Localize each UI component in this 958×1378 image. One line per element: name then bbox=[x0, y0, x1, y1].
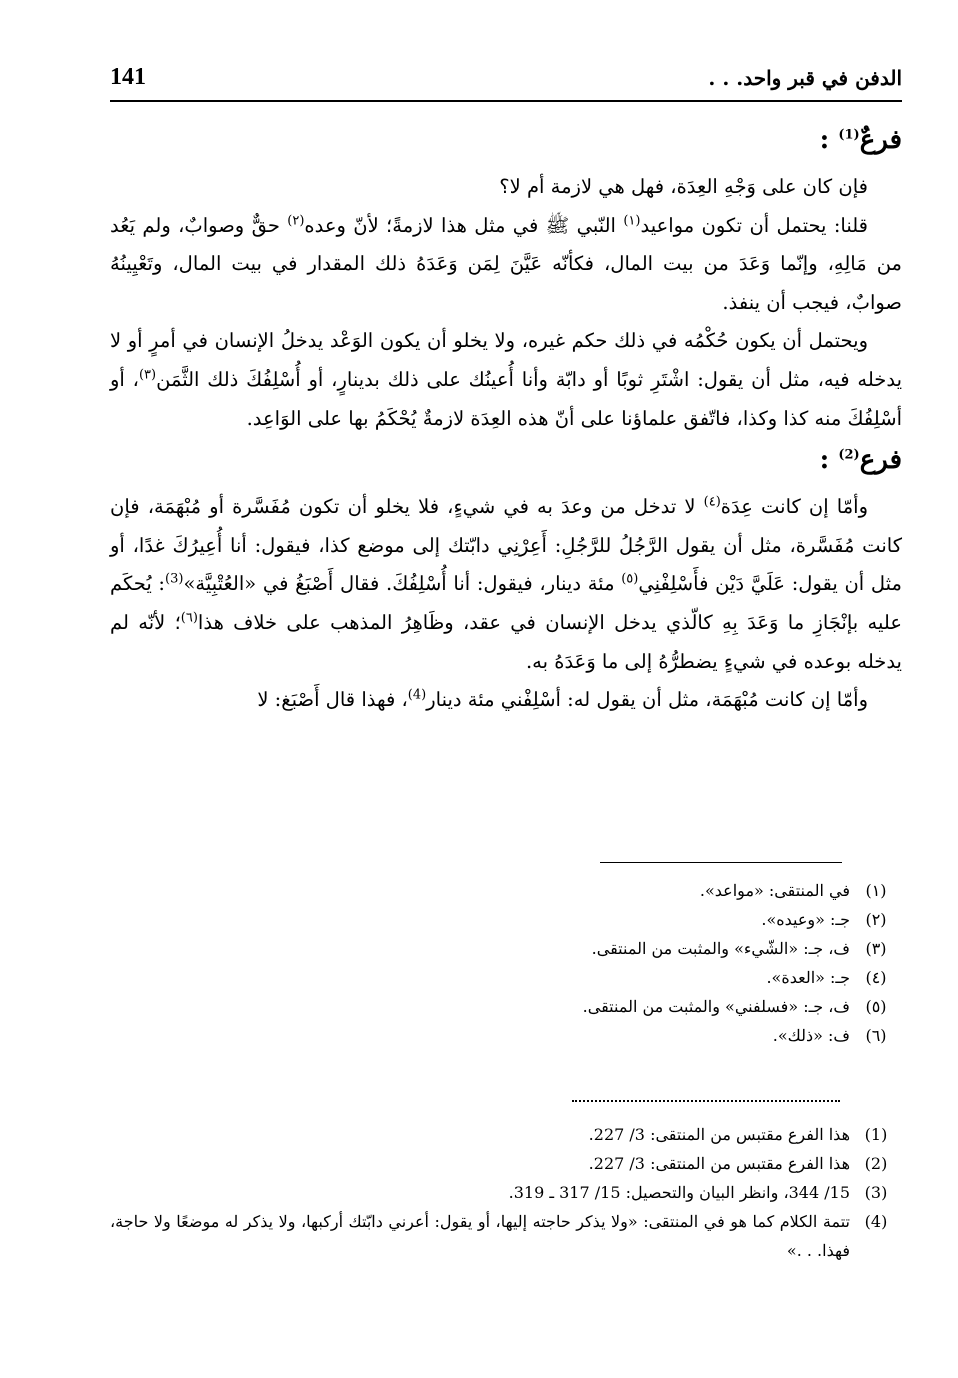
heading-ref: (2) bbox=[838, 447, 860, 463]
footnote-text: هذا الفرع مقتبس من المنتقى: 3/ 227. bbox=[588, 1154, 850, 1173]
footnote bbox=[110, 963, 902, 992]
footnote-number: (٤) bbox=[865, 968, 887, 987]
footnote bbox=[110, 1207, 902, 1265]
footnote bbox=[110, 876, 902, 905]
footnote-ref: (٣) bbox=[138, 367, 157, 383]
heading-text: فرعٌ bbox=[859, 125, 902, 155]
footnote-dotted-separator bbox=[572, 1100, 840, 1102]
section-heading-2 bbox=[110, 438, 902, 488]
paragraph bbox=[110, 488, 902, 681]
footnote-text: ف: «ذلك». bbox=[772, 1026, 850, 1045]
text-run: لا تدخل من وعدَ به في شيءٍ، فلا يخلو أن تكون مُفَسَّرة أو مُبْهَمَة، فإن كانت مُفَسَّرة، مثل أن يقول الرَّجُلُ للرَّجُلِ: أَعِرْنِي دابّتك إلى موضع كذا، فيقول: أنا أُعِيرُكَ غدًا، أو مثل أن يقول: عَلَيَّ دَيْن فأَسْلِفْنِي bbox=[110, 495, 903, 596]
heading-colon: : bbox=[819, 125, 830, 155]
text-run: ويحتمل أن يكون حُكْمُه في ذلك حكم غيره، ولا يخلو أن يكون الوَعْد يدخلُ الإنسان في أمرٍ أو لا يدخله فيه، مثل أن يقول: اشْتَرِ ثوبًا أو دابّة وأنا أُعينُك على ذلك بدينارٍ، أو أُسْلِفُكَ ذلك الثَّمَن bbox=[110, 329, 903, 391]
footnotes-editor bbox=[110, 1120, 902, 1265]
paragraph: فإن كان على وَجْهِ العِدَة، فهل هي لازمة أم لا؟ bbox=[499, 175, 868, 198]
footnote-ref: (٢) bbox=[287, 213, 305, 229]
footnote bbox=[110, 1178, 902, 1207]
footnote bbox=[110, 905, 902, 934]
heading-ref: (1) bbox=[838, 127, 860, 143]
footnote-separator bbox=[600, 862, 842, 863]
paragraph bbox=[110, 681, 902, 720]
footnote-number: (٣) bbox=[865, 939, 887, 958]
footnote-number: (٥) bbox=[865, 997, 887, 1016]
footnote-text: جـ: «العدة». bbox=[766, 968, 850, 987]
text-run: وأمّا إن كانت عِدَة bbox=[720, 495, 868, 519]
footnote-text: ف، جـ: «فسلفني» والمثبت من المنتقى. bbox=[582, 997, 850, 1016]
footnote-ref: (4) bbox=[407, 687, 427, 703]
footnote bbox=[110, 1120, 902, 1149]
footnote-text: جـ: «وعيده». bbox=[761, 910, 850, 929]
footnote bbox=[110, 934, 902, 963]
text-run: ؛ لأنّه لم يدخله بوعده في شيءٍ يضطرُّهُ إلى ما وَعَدَهُ به. bbox=[110, 610, 902, 673]
footnote-number: (4) bbox=[864, 1212, 888, 1231]
running-title: الدفن في قبر واحد. . . bbox=[708, 66, 902, 90]
footnotes-manuscript bbox=[110, 876, 902, 1050]
footnote-number: (1) bbox=[864, 1125, 888, 1144]
footnote-number: (١) bbox=[865, 881, 887, 900]
text-run: ، أو أسْلِفُكَ منه كذا وكذا، فاتّفق علماؤنا على أنّ هذه العِدَة لازمةٌ يُحْكَمُ بها على الوَاعِد. bbox=[110, 367, 902, 430]
section-heading-1 bbox=[110, 118, 902, 168]
footnote-ref: (3) bbox=[165, 571, 184, 587]
text-run: : يُحكَم عليه بإنْجَازِ ما وَعَدَ بِهِ كالّذي يدخل الإنسان في عقد، وظَاهِرُ المذهب على خلاف هذا bbox=[110, 572, 902, 634]
heading-text: فرع bbox=[859, 445, 902, 476]
footnote-number: (2) bbox=[864, 1154, 888, 1173]
footnote bbox=[110, 1021, 902, 1050]
text-run: قلنا: يحتمل أن تكون مواعيد bbox=[640, 213, 869, 237]
footnote-text: ف، جـ: «الشّيء» والمثبت من المنتقى. bbox=[591, 939, 850, 958]
footnote bbox=[110, 992, 902, 1021]
footnote-number: (٢) bbox=[865, 910, 887, 929]
page-header bbox=[110, 58, 902, 102]
footnote-text: في المنتقى: «مواعد». bbox=[699, 881, 850, 900]
footnote-ref: (٥) bbox=[621, 571, 639, 587]
footnote-number: (٦) bbox=[865, 1026, 887, 1045]
footnote-text: هذا الفرع مقتبس من المنتقى: 3/ 227. bbox=[588, 1125, 850, 1144]
footnote-ref: (١) bbox=[623, 213, 641, 229]
text-run: حقٌّ وصوابٌ، ولم يَعُد من مَالِهِ، وإنّما وَعَدَ من بيت المال، فكأنّه عَيَّنَ لِمَن وَعَدَهُ ذلك المقدار في بيت المال، وتَعْيِينُهُ صوابٌ، فيجب أن ينفذ. bbox=[110, 213, 902, 314]
main-text bbox=[110, 118, 902, 720]
text-run: وأمّا إن كانت مُبْهَمَة، مثل أن يقول له: أسْلِفْني مئة دينار bbox=[426, 688, 868, 712]
footnote-ref: (٦) bbox=[180, 610, 198, 626]
footnote-text: تتمة الكلام كما هو في المنتقى: «ولا يذكر حاجته إليها، أو يقول: أعرني دابّتك أركبها، ولا يذكر له موضعًا ولا حاجة، فهذا. . .» bbox=[110, 1212, 850, 1260]
footnote-number: (3) bbox=[864, 1183, 888, 1202]
text-run: النّبي ﷺ في مثل هذا لازمةً؛ لأنّ وعده bbox=[304, 213, 624, 237]
footnote-text: 15/ 344، وانظر البيان والتحصيل: 15/ 317 ـ 319. bbox=[508, 1183, 850, 1202]
paragraph bbox=[110, 322, 902, 438]
page-number: 141 bbox=[110, 64, 146, 90]
text-run: مئة دينار، فيقول: أنا أُسْلِفُكَ. فقال أَصْبَغُ في «العُتْبِيَّة» bbox=[183, 572, 622, 596]
footnote-ref: (٤) bbox=[703, 494, 721, 510]
footnote bbox=[110, 1149, 902, 1178]
text-run: ، فهذا قال أَصْبَغ: لا bbox=[257, 688, 408, 712]
heading-colon: : bbox=[819, 445, 830, 476]
paragraph bbox=[110, 207, 902, 323]
